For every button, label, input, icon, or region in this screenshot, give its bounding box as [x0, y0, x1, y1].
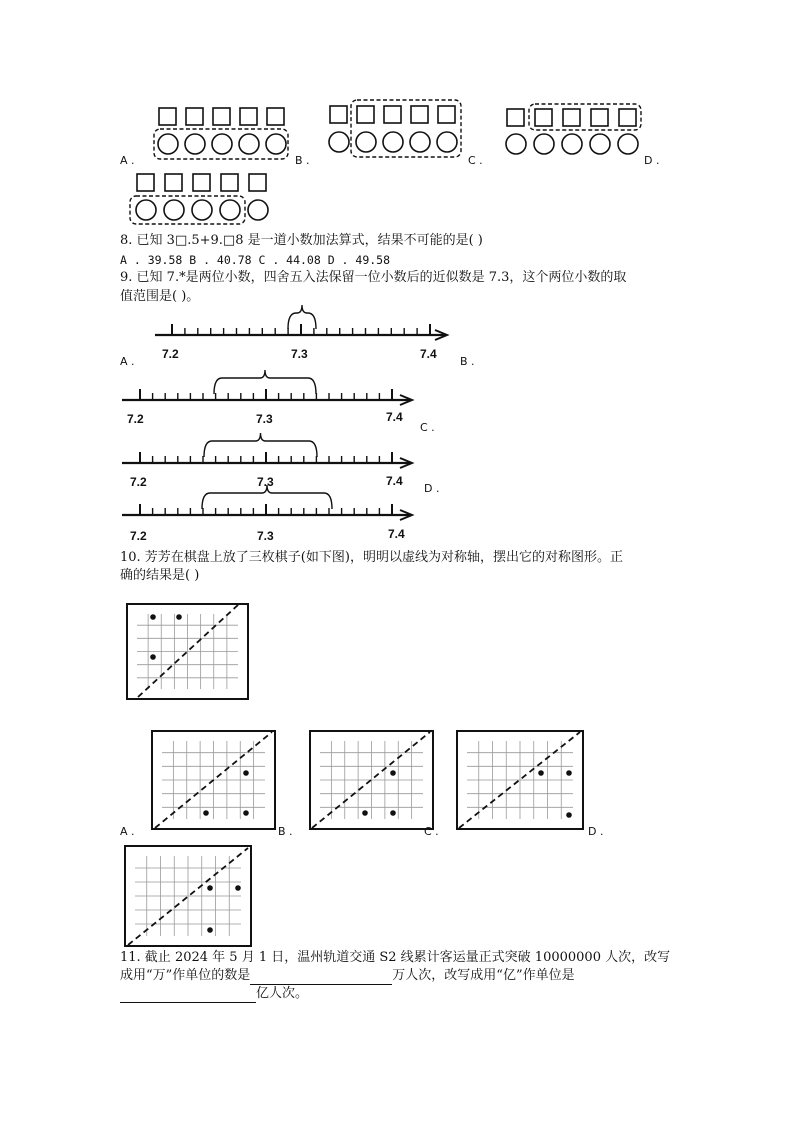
q7-option-a-label[interactable]: A .: [120, 154, 135, 167]
q7b-circle: [383, 132, 403, 152]
q7a-circle: [212, 134, 232, 154]
q7e-square: [137, 174, 154, 191]
q7c-square: [535, 109, 552, 126]
q10-option-a-label[interactable]: A .: [120, 825, 135, 838]
q7e-circle: [136, 200, 156, 220]
q11-line3-suffix: 亿人次。: [256, 986, 309, 1001]
q7a-circle: [266, 134, 286, 154]
q7b-circle: [356, 132, 376, 152]
q9-option-d-label[interactable]: D .: [424, 482, 440, 495]
q10-question-piece: [150, 614, 156, 620]
q11-line2: [120, 967, 575, 985]
q9-stem-line2: 值范围是( )。: [120, 289, 200, 304]
q10-option-d-piece: [207, 927, 213, 933]
q10-question-piece: [176, 614, 182, 620]
q11-line1: 11. 截止 2024 年 5 月 1 日，温州轨道交通 S2 线累计客运量正式突破 10000000 人次，改写: [120, 950, 671, 965]
q7b-square: [384, 106, 401, 123]
q10-option-b-piece: [390, 770, 396, 776]
q7a-square: [213, 108, 230, 125]
q7b-circle: [329, 132, 349, 152]
q7a-square: [186, 108, 203, 125]
q7a-square: [240, 108, 257, 125]
q10-boards: [0, 590, 794, 950]
q9-stem-line1: 9. 已知 7.*是两位小数，四舍五入法保留一位小数后的近似数是 7.3，这个两位小数的取: [120, 270, 627, 285]
q7b-square: [411, 106, 428, 123]
q7e-circle: [220, 200, 240, 220]
q7a-square: [267, 108, 284, 125]
q9-option-c-label[interactable]: C .: [420, 421, 435, 434]
q11-blank-yi[interactable]: [120, 988, 256, 1003]
q7c-square: [619, 109, 636, 126]
q7c-square: [507, 109, 524, 126]
q7a-square: [159, 108, 176, 125]
q7b-dashed-box: [351, 100, 461, 157]
q7b-square: [438, 106, 455, 123]
q7c-square: [591, 109, 608, 126]
q7e-square: [221, 174, 238, 191]
q7c-circle: [618, 134, 638, 154]
q10-option-d-label[interactable]: D .: [588, 825, 604, 838]
q11-line3: [120, 985, 308, 1003]
q11-line2-prefix: 成用“万”作单位的数是: [120, 968, 251, 983]
q7-figure: [0, 0, 794, 230]
q11-blank-wan[interactable]: [250, 970, 392, 985]
q9-line1-label-74: 7.4: [420, 347, 437, 361]
q10-option-c-label[interactable]: C .: [424, 825, 439, 838]
q10-stem-line2: 确的结果是( ): [120, 568, 200, 583]
q7a-circle: [185, 134, 205, 154]
q10-option-c-piece: [538, 770, 544, 776]
q9-line3-label-72: 7.2: [130, 475, 147, 489]
q10-stem-line1: 10. 芳芳在棋盘上放了三枚棋子(如下图)，明明以虚线为对称轴，摆出它的对称图形。正: [120, 550, 623, 565]
q7a-circle: [239, 134, 259, 154]
q9-option-a-label[interactable]: A .: [120, 355, 135, 368]
q7e-square: [249, 174, 266, 191]
q10-option-a-piece: [203, 810, 209, 816]
q10-option-d-piece: [207, 885, 213, 891]
q7e-circle: [248, 200, 268, 220]
q7c-circle: [506, 134, 526, 154]
q7b-square: [357, 106, 374, 123]
q7e-square: [165, 174, 182, 191]
q10-option-b-label[interactable]: B .: [278, 825, 293, 838]
q9-line4-label-74: 7.4: [388, 527, 405, 541]
q10-option-a-piece: [243, 770, 249, 776]
q7-option-d-label[interactable]: D .: [644, 154, 660, 167]
q9-line1-label-72: 7.2: [162, 347, 179, 361]
q9-option-b-label[interactable]: B .: [460, 355, 475, 368]
q9-line3-label-73: 7.3: [257, 475, 274, 489]
q7e-square: [193, 174, 210, 191]
q9-line2-label-72: 7.2: [127, 412, 144, 426]
q7b-circle: [437, 132, 457, 152]
q7-option-c-label[interactable]: C .: [468, 154, 483, 167]
q10-option-c-piece: [566, 770, 572, 776]
q11-line2-suffix: 万人次，改写成用“亿”作单位是: [392, 968, 575, 983]
q7c-circle: [590, 134, 610, 154]
q9-line3-label-74: 7.4: [386, 474, 403, 488]
q7b-square: [330, 106, 347, 123]
q9-line2-label-73: 7.3: [256, 412, 273, 426]
q10-question-piece: [150, 654, 156, 660]
q7a-circle: [158, 134, 178, 154]
q10-option-a-piece: [243, 810, 249, 816]
q7e-circle: [164, 200, 184, 220]
q10-option-d-piece: [235, 885, 241, 891]
q7c-circle: [534, 134, 554, 154]
q9-line4-label-72: 7.2: [130, 529, 147, 543]
q9-number-lines: [0, 300, 794, 560]
q7-option-b-label[interactable]: B .: [295, 154, 310, 167]
q9-line4-label-73: 7.3: [257, 529, 274, 543]
q10-option-b-piece: [390, 810, 396, 816]
q9-line1-label-73: 7.3: [291, 347, 308, 361]
q8-options: A . 39.58 B . 40.78 C . 44.08 D . 49.58: [120, 253, 391, 267]
q7b-circle: [410, 132, 430, 152]
q10-option-c-piece: [566, 812, 572, 818]
q9-line3-brace: [204, 433, 317, 457]
q10-option-b-piece: [362, 810, 368, 816]
q7c-circle: [562, 134, 582, 154]
q7e-circle: [192, 200, 212, 220]
q7c-square: [563, 109, 580, 126]
q9-line2-label-74: 7.4: [386, 410, 403, 424]
q8-stem: 8. 已知 3□.5+9.□8 是一道小数加法算式，结果不可能的是( ): [120, 233, 483, 248]
